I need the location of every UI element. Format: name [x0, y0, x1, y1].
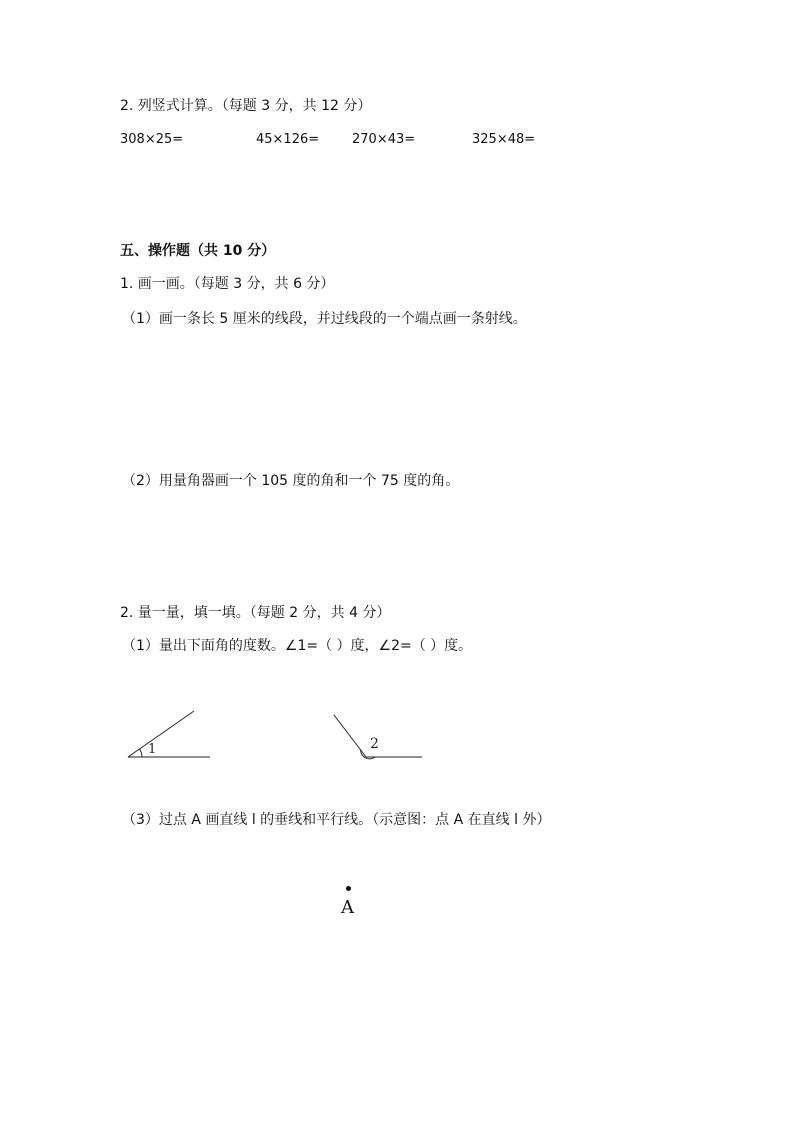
section-five-heading: 五、操作题（共 10 分） — [120, 243, 276, 259]
point-a-label: A — [341, 897, 354, 918]
calc-problem-3: 270×43= — [352, 132, 416, 147]
measure-question-part-1: （1）量出下面角的度数。∠1=（ ）度，∠2=（ ）度。 — [122, 638, 473, 654]
vertical-calc-title: 2. 列竖式计算。（每题 3 分，共 12 分） — [120, 98, 372, 114]
angle-1-figure — [120, 705, 220, 765]
calc-problem-4: 325×48= — [472, 132, 536, 147]
calc-problem-1: 308×25= — [120, 132, 184, 147]
point-a-dot — [346, 886, 351, 891]
angle-1-upper-ray — [128, 711, 194, 757]
measure-question-part-3: （3）过点 A 画直线 l 的垂线和平行线。（示意图：点 A 在直线 l 外） — [122, 812, 551, 828]
angle-1-label: 1 — [148, 742, 157, 757]
angle-2-upper-ray — [334, 715, 366, 757]
draw-question-part-2: （2）用量角器画一个 105 度的角和一个 75 度的角。 — [122, 473, 460, 489]
draw-question-title: 1. 画一画。（每题 3 分，共 6 分） — [120, 276, 335, 292]
calc-problem-2: 45×126= — [256, 132, 320, 147]
angle-2-label: 2 — [370, 736, 379, 752]
draw-question-part-1: （1）画一条长 5 厘米的线段，并过线段的一个端点画一条射线。 — [122, 311, 527, 327]
angle-1-arc — [140, 749, 143, 757]
angle-2-figure — [328, 710, 438, 765]
measure-question-title: 2. 量一量，填一填。（每题 2 分，共 4 分） — [120, 605, 391, 621]
